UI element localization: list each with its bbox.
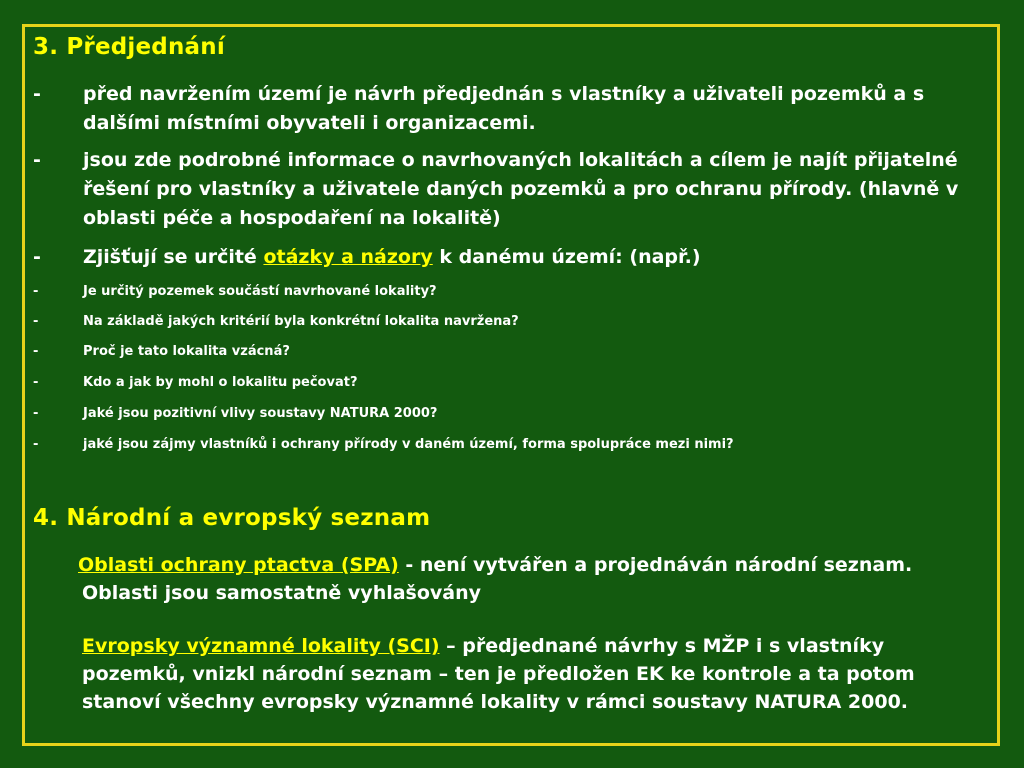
bullet-1 — [33, 80, 993, 138]
question-text: jaké jsou zájmy vlastníků i ochrany přírody v daném území, forma spolupráce mezi nimi? — [83, 437, 734, 452]
bullet-3-pre: Zjišťují se určité — [83, 246, 264, 268]
bullet-dash: - — [33, 284, 39, 299]
bullet-dash: - — [33, 344, 39, 359]
bullet-2-text: jsou zde podrobné informace o navrhovaných lokalitách a cílem je najít přijatelné řešení pro vlastníky a uživatele daných pozemků a pro ochranu přírody. (hlavně v oblasti péče a hospodaření na lokalitě) — [83, 149, 959, 229]
spa-text: - není vytvářen a projednáván národní seznam. Oblasti jsou samostatně vyhlašovány — [82, 554, 913, 604]
spa-paragraph — [78, 551, 992, 607]
question-item — [33, 282, 993, 302]
bullet-3 — [33, 243, 993, 272]
bullet-dash: - — [33, 149, 41, 171]
questions-link[interactable]: otázky a názory — [263, 246, 433, 268]
question-item — [33, 404, 993, 424]
question-item — [33, 312, 993, 332]
question-text: Kdo a jak by mohl o lokalitu pečovat? — [83, 375, 358, 390]
bullet-dash: - — [33, 314, 39, 329]
question-text: Jaké jsou pozitivní vlivy soustavy NATURA 2000? — [83, 406, 438, 421]
question-text: Proč je tato lokalita vzácná? — [83, 344, 290, 359]
bullet-3-text — [83, 243, 993, 272]
section3-title: 3. Předjednání — [33, 34, 225, 60]
sci-link[interactable]: Evropsky významné lokality (SCI) — [82, 635, 440, 657]
sci-text: – předjednané návrhy s MŽP i s vlastníky pozemků, vnizkl národní seznam – ten je předložen EK ke kontrole a ta potom stanoví všechny evropsky významné lokality v rámci soustavy NATURA 2000. — [82, 635, 915, 713]
section4-title: 4. Národní a evropský seznam — [33, 505, 431, 531]
question-text: Na základě jakých kritérií byla konkrétní lokalita navržena? — [83, 314, 519, 329]
question-item — [33, 373, 993, 393]
bullet-dash: - — [33, 375, 39, 390]
bullet-dash: - — [33, 83, 41, 105]
spa-link[interactable]: Oblasti ochrany ptactva (SPA) — [78, 554, 399, 576]
question-item — [33, 342, 993, 362]
bullet-3-post: k danému území: (např.) — [432, 246, 701, 268]
question-text: Je určitý pozemek součástí navrhované lokality? — [83, 284, 437, 299]
sci-paragraph — [82, 632, 992, 716]
bullet-1-text: před navržením území je návrh předjednán s vlastníky a uživateli pozemků a s dalšími místními obyvateli i organizacemi. — [83, 83, 925, 134]
bullet-dash: - — [33, 406, 39, 421]
bullet-2 — [33, 146, 993, 233]
bullet-dash: - — [33, 246, 41, 268]
bullet-dash: - — [33, 437, 39, 452]
question-item — [33, 435, 993, 455]
